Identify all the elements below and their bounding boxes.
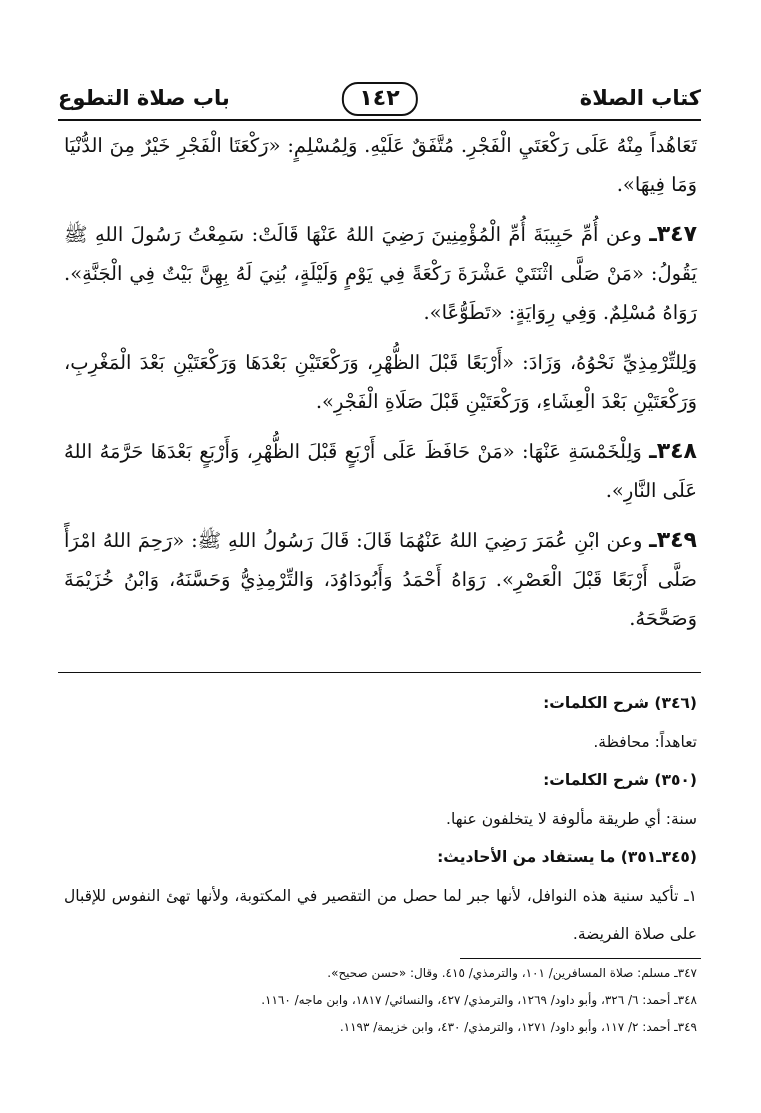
- paragraph-continuation: تَعَاهُداً مِنْهُ عَلَى رَكْعَتَيِ الْفَجْرِ. مُتَّفَقٌ عَلَيْهِ. وَلِمُسْلِمٍ: «رَكْعَتَا الْفَجْرِ خَيْرٌ مِنَ الدُّنْيَا وَمَا فِيهَا».: [64, 134, 697, 196]
- hadith-number: ٣٤٧ـ: [649, 222, 698, 247]
- hadith-347: [64, 215, 697, 332]
- notes-heading-350: (٣٥٠) شرح الكلمات:: [543, 771, 697, 789]
- notes-line-350: سنة: أي طريقة مألوفة لا يتخلفون عنها.: [446, 809, 697, 828]
- footnote-349: ٣٤٩ـ أحمد: ٢/ ١١٧، وأبو داود/ ١٢٧١، والترمذي/ ٤٣٠، وابن خزيمة/ ١١٩٣.: [339, 1020, 697, 1034]
- header-rule: [58, 119, 701, 121]
- notes-heading-346: (٣٤٦) شرح الكلمات:: [543, 694, 697, 712]
- hadith-number: ٣٤٩ـ: [649, 528, 697, 553]
- footnote-rule: [460, 958, 701, 959]
- chapter-title: باب صلاة التطوع: [58, 86, 230, 110]
- footnote-348: ٣٤٨ـ أحمد: ٦/ ٣٢٦، وأبو داود/ ١٢٦٩، والترمذي/ ٤٢٧، والنسائي/ ١٨١٧، وابن ماجه/ ١١٦٠.: [261, 993, 697, 1007]
- footnote-347: ٣٤٧ـ مسلم: صلاة المسافرين/ ١٠١، والترمذي/ ٤١٥. وقال: «حسن صحيح».: [327, 966, 697, 980]
- explanation-section: [64, 684, 697, 954]
- page-number: ١٤٢: [341, 82, 417, 116]
- hadith-body: وعن ابْنِ عُمَرَ رَضِيَ اللهُ عَنْهُمَا قَالَ: قَالَ رَسُولُ اللهِ ﷺ: «رَحِمَ اللهُ امْرَأً صَلَّى أَرْبَعًا قَبْلَ الْعَصْرِ». رَوَاهُ أَحْمَدُ وَأَبُودَاوُدَ، وَالتِّرْمِذِيُّ وَحَسَّنَهُ، وَابْنُ خُزَيْمَةَ وَصَحَّحَهُ.: [64, 529, 697, 630]
- book-title: كتاب الصلاة: [579, 86, 701, 110]
- hadith-body: وعن أُمِّ حَبِيبَةَ أُمِّ الْمُؤْمِنِينَ رَضِيَ اللهُ عَنْهَا قَالَتْ: سَمِعْتُ رَسُولَ اللهِ ﷺ يَقُولُ: «مَنْ صَلَّى اثْنَتَيْ عَشْرَةَ رَكْعَةً فِي يَوْمٍ وَلَيْلَةٍ، بُنِيَ لَهُ بِهِنَّ بَيْتٌ فِي الْجَنَّةِ». رَوَاهُ مُسْلِمٌ. وَفِي رِوَايَةٍ: «تَطَوُّعًا».: [64, 223, 697, 324]
- running-header: [58, 82, 701, 122]
- paragraph-tirmidhi: وَلِلتِّرْمِذِيِّ نَحْوُهُ، وَزَادَ: «أَرْبَعًا قَبْلَ الظُّهْرِ، وَرَكْعَتَيْنِ بَعْدَهَا وَرَكْعَتَيْنِ بَعْدَ الْمَغْرِبِ، وَرَكْعَتَيْنِ بَعْدَ الْعِشَاءِ، وَرَكْعَتَيْنِ قَبْلَ صَلَاةِ الْفَجْرِ».: [64, 351, 697, 413]
- hadith-text: [64, 126, 697, 649]
- hadith-number: ٣٤٨ـ: [649, 439, 697, 464]
- notes-line-346: تعاهداً: محافظة.: [593, 732, 697, 751]
- section-divider: [58, 672, 701, 673]
- footnotes: [64, 960, 697, 1041]
- hadith-348: [64, 432, 697, 510]
- benefits-item-1: ١ـ تأكيد سنية هذه النوافل، لأنها جبر لما حصل من التقصير في المكتوبة، ولأنها تهئ النفوس للإقبال على صلاة الفريضة.: [64, 886, 697, 943]
- benefits-heading: (٣٤٥ـ٣٥١) ما يستفاد من الأحاديث:: [437, 848, 697, 866]
- hadith-349: [64, 521, 697, 638]
- hadith-body: وَلِلْخَمْسَةِ عَنْهَا: «مَنْ حَافَظَ عَلَى أَرْبَعٍ قَبْلَ الظُّهْرِ، وَأَرْبَعٍ بَعْدَهَا حَرَّمَهُ اللهُ عَلَى النَّارِ».: [64, 440, 697, 502]
